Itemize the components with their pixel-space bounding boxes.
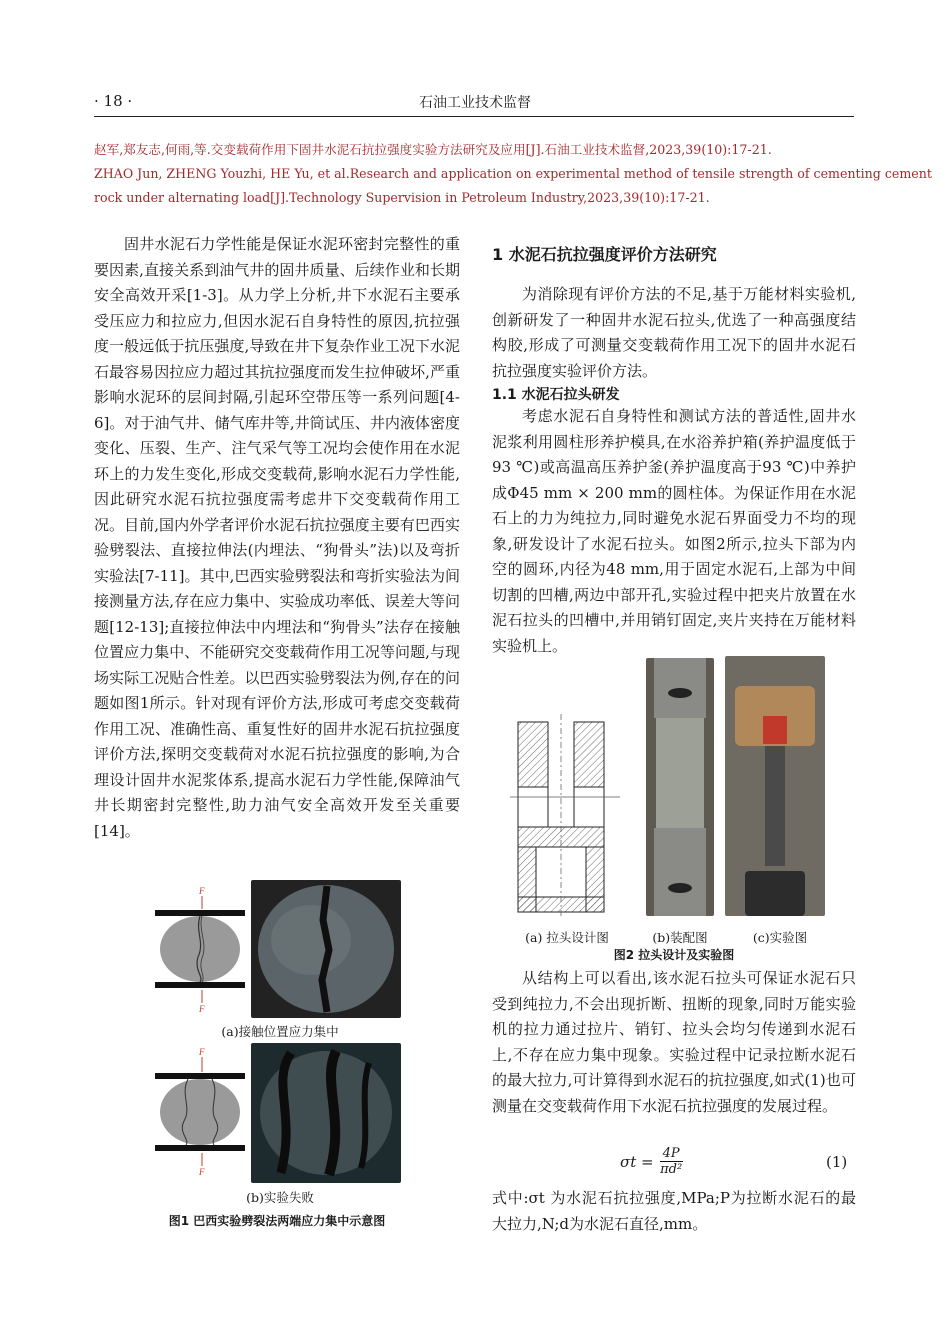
figure1-a-photo	[251, 880, 401, 1018]
journal-title: 石油工业技术监督	[419, 95, 531, 111]
brazil-split-contact-diagram	[150, 882, 250, 1017]
experiment-photo	[725, 656, 825, 916]
formula-denominator: πd²	[660, 1162, 683, 1177]
failed-sample-photo	[251, 1043, 401, 1183]
section1-1-paragraph: 考虑水泥石自身特性和测试方法的普适性,固井水泥浆利用圆柱形养护模具,在水浴养护箱(养护温度低于93 ℃)或高温高压养护釜(养护温度高于93 ℃)中养护成Φ45 mm × 200 mm的圆柱体。为保证作用在水泥石上的力为纯拉力,同时避免水泥石界面受力不均的现象,研发设计了水泥石拉头。如图2所示,拉头下部为内空的圆环,内径为48 mm,用于固定水泥石,上部为中间切割的凹槽,两边中部开孔,实验过程中把夹片放置在水泥石拉头的凹槽中,并用销钉固定,夹片夹持在万能材料实验机上。	[492, 407, 856, 655]
figure1-caption-b: (b)实验失败	[246, 1190, 314, 1205]
page-number: · 18 ·	[94, 92, 133, 110]
formula-lhs: σt =	[620, 1152, 654, 1171]
citation-block	[94, 138, 932, 210]
force-label-top: F	[199, 886, 205, 896]
figure1-caption: 图1 巴西实验劈裂法两端应力集中示意图	[168, 1214, 386, 1228]
formula-explanation	[492, 1186, 856, 1237]
citation-line-cn: 赵军,郑友志,何雨,等.交变载荷作用下固井水泥石抗拉强度实验方法研究及应用[J].石油工业技术监督,2023,39(10):17-21.	[94, 142, 772, 157]
split-sample-photo	[251, 880, 401, 1018]
after-figure2-paragraph: 从结构上可以看出,该水泥石拉头可保证水泥石只受到纯拉力,不会出现折断、扭断的现象,同时万能实验机的拉力通过拉片、销钉、拉头会均匀传递到水泥石上,不存在应力集中现象。实验过程中记录拉断水泥石的最大拉力,可计算得到水泥石的抗拉强度,如式(1)也可测量在交变载荷作用下水泥石抗拉强度的发展过程。	[492, 969, 856, 1115]
equation-number: (1)	[826, 1153, 848, 1171]
figure2-c-photo	[725, 656, 825, 916]
where-paragraph: 式中:σt 为水泥石抗拉强度,MPa;P为拉断水泥石的最大拉力,N;d为水泥石直径,mm。	[492, 1189, 856, 1233]
figure2-b-photo	[646, 658, 714, 916]
section1-body	[492, 282, 856, 384]
figure2-caption-c: (c)实验图	[752, 930, 808, 945]
section1-paragraph: 为消除现有评价方法的不足,基于万能材料实验机,创新研发了一种固井水泥石拉头,优选了一种高强度结构胶,形成了可测量交变载荷作用工况下的固井水泥石抗拉强度实验评价方法。	[492, 285, 856, 380]
formula-1	[620, 1146, 683, 1177]
force-label-bottom-b: F	[199, 1167, 205, 1177]
section1-1-heading: 1.1 水泥石拉头研发	[492, 387, 620, 403]
brazil-split-failure-diagram	[150, 1045, 250, 1180]
after-figure2-body	[492, 966, 856, 1119]
header-rule	[94, 116, 854, 117]
citation-line-en-2: rock under alternating load[J].Technology Supervision in Petroleum Industry,2023,39(10):17-21.	[94, 190, 710, 205]
formula-numerator: 4P	[660, 1146, 683, 1162]
figure1-b-schematic	[150, 1045, 250, 1180]
left-column	[94, 232, 460, 844]
figure1-b-photo	[251, 1043, 401, 1183]
formula-fraction	[660, 1146, 683, 1177]
section1-1-body	[492, 404, 856, 659]
citation-line-en-1: ZHAO Jun, ZHENG Youzhi, HE Yu, et al.Research and application on experimental method of tensile strength of cementing cement	[94, 166, 932, 181]
figure2-caption: 图2 拉头设计及实验图	[613, 948, 735, 962]
figure1-caption-a: (a)接触位置应力集中	[221, 1024, 339, 1039]
assembly-photo	[646, 658, 714, 916]
figure2-caption-a: (a) 拉头设计图	[525, 930, 609, 945]
force-label-bottom: F	[199, 1004, 205, 1014]
figure2-a-drawing	[510, 712, 630, 920]
intro-paragraph: 固井水泥石力学性能是保证水泥环密封完整性的重要因素,直接关系到油气井的固井质量、后续作业和长期安全高效开采[1-3]。从力学上分析,井下水泥石主要承受压应力和拉应力,但因水泥石自身特性的原因,抗拉强度一般远低于抗压强度,导致在井下复杂作业工况下水泥石最容易因拉应力超过其抗拉强度而发生拉伸破坏,严重影响水泥环的层间封隔,引起环空带压等一系列问题[4-6]。对于油气井、储气库井等,井筒试压、井内液体密度变化、压裂、生产、注气采气等工况均会使作用在水泥环上的力发生变化,形成交变载荷,影响水泥石力学性能,因此研究水泥石抗拉强度需考虑井下交变载荷作用工况。目前,国内外学者评价水泥石抗拉强度主要有巴西实验劈裂法、直接拉伸法(内埋法、“狗骨头”法)以及弯折实验法[7-11]。其中,巴西实验劈裂法和弯折实验法为间接测量方法,存在应力集中、实验成功率低、误差大等问题[12-13];直接拉伸法中内埋法和“狗骨头”法存在接触位置应力集中、不能研究交变载荷作用工况等问题,与现场实际工况贴合性差。以巴西实验劈裂法为例,存在的问题如图1所示。针对现有评价方法,形成可考虑交变载荷作用工况、准确性高、重复性好的固井水泥石抗拉强度评价方法,探明交变载荷对水泥石抗拉强度的影响,为合理设计固井水泥浆体系,提高水泥石力学性能,保障油气井长期密封完整性,助力油气安全高效开发至关重要[14]。	[94, 235, 460, 840]
section1-heading: 1 水泥石抗拉强度评价方法研究	[492, 245, 717, 264]
figure2-caption-b: (b)装配图	[652, 930, 708, 945]
pull-head-design-drawing	[510, 712, 630, 920]
force-label-top-b: F	[199, 1047, 205, 1057]
